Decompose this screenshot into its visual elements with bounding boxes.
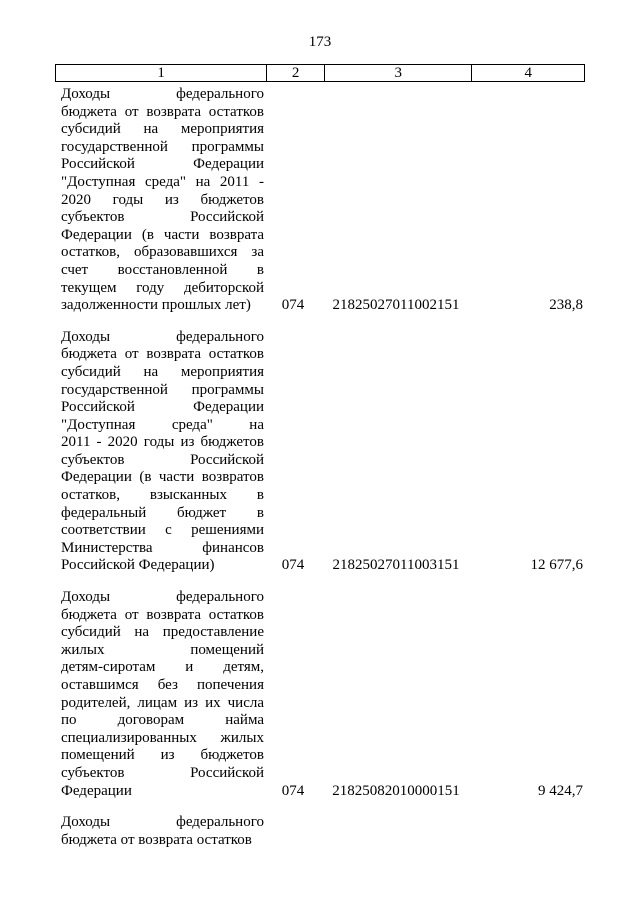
description-line: Доходы федерального	[61, 86, 264, 102]
description-line: оставшимся без попечения	[61, 677, 264, 693]
table-row	[55, 814, 585, 849]
description-line: специализированных жилых	[61, 729, 264, 746]
row-description	[55, 329, 264, 575]
description-line: "Доступная среда" на 2011 -	[61, 173, 264, 190]
description-line: текущем году дебиторской	[61, 279, 264, 296]
amount: 9 424,7	[538, 782, 583, 799]
description-line: субъектов Российской	[61, 209, 264, 226]
description-line: помещений из бюджетов	[61, 747, 264, 764]
description-line: 2020 годы из бюджетов	[61, 191, 264, 208]
header-col-2: 2	[266, 65, 324, 81]
description-line: Федерации (в части возвратов	[61, 469, 264, 486]
table-row	[55, 589, 585, 800]
description-line: субсидий на мероприятия	[61, 363, 264, 380]
row-description	[55, 589, 264, 800]
row-description	[55, 86, 264, 315]
description-line: Российской Федерации	[61, 399, 264, 416]
amount: 12 677,6	[530, 557, 583, 574]
header-col-1: 1	[157, 65, 165, 81]
description-line: Министерства финансов	[61, 539, 264, 556]
description-line: Федерации (в части возврата	[61, 226, 264, 243]
amount: 238,8	[549, 297, 583, 314]
page-number: 173	[308, 34, 332, 50]
description-line: Доходы федерального	[61, 814, 264, 831]
description-line: остатков, взысканных в	[61, 487, 264, 504]
description-line: Доходы федерального	[61, 589, 264, 606]
description-line: Федерации	[61, 782, 132, 799]
description-line: субсидий на мероприятия	[61, 121, 264, 138]
description-line: бюджета от возврата остатков	[61, 346, 264, 363]
budget-code: 21825027011002151	[332, 297, 460, 314]
description-line: бюджета от возврата остатков	[61, 831, 252, 848]
table-body	[55, 86, 585, 849]
description-line: бюджета от возврата остатков	[61, 606, 264, 623]
row-description	[55, 814, 264, 849]
description-line: по договорам найма	[61, 712, 264, 729]
description-line: счет восстановленной в	[61, 261, 264, 278]
description-line: государственной программы	[61, 381, 264, 398]
description-line: детям-сиротам и детям,	[61, 659, 264, 676]
admin-code: 074	[281, 557, 305, 574]
budget-code: 21825027011003151	[332, 557, 460, 574]
admin-code: 074	[281, 782, 305, 799]
description-line: федеральный бюджет в	[61, 504, 264, 521]
admin-code: 074	[281, 297, 305, 314]
description-line: соответствии с решениями	[61, 522, 264, 539]
budget-table	[55, 64, 585, 849]
description-line: Российской Федерации)	[61, 557, 215, 574]
description-line: остатков, образовавшихся за	[61, 244, 264, 261]
description-line: Российской Федерации	[61, 156, 264, 173]
description-line: субъектов Российской	[61, 764, 264, 781]
description-line: задолженности прошлых лет)	[61, 297, 251, 314]
description-line: 2011 - 2020 годы из бюджетов	[61, 434, 264, 451]
header-col-4: 4	[471, 65, 584, 81]
header-col-3: 3	[324, 65, 471, 81]
description-line: государственной программы	[61, 138, 264, 155]
budget-code: 21825082010000151	[332, 782, 460, 799]
description-line: жилых помещений	[61, 641, 264, 658]
table-row	[55, 86, 585, 315]
description-line: родителей, лицам из их числа	[61, 694, 264, 711]
description-line: "Доступная среда" на	[61, 416, 264, 433]
description-line: бюджета от возврата остатков	[61, 103, 264, 120]
description-line: субъектов Российской	[61, 451, 264, 468]
table-row	[55, 329, 585, 575]
table-header	[55, 64, 585, 82]
description-line: Доходы федерального	[61, 328, 264, 345]
description-line: субсидий на предоставление	[61, 624, 264, 641]
